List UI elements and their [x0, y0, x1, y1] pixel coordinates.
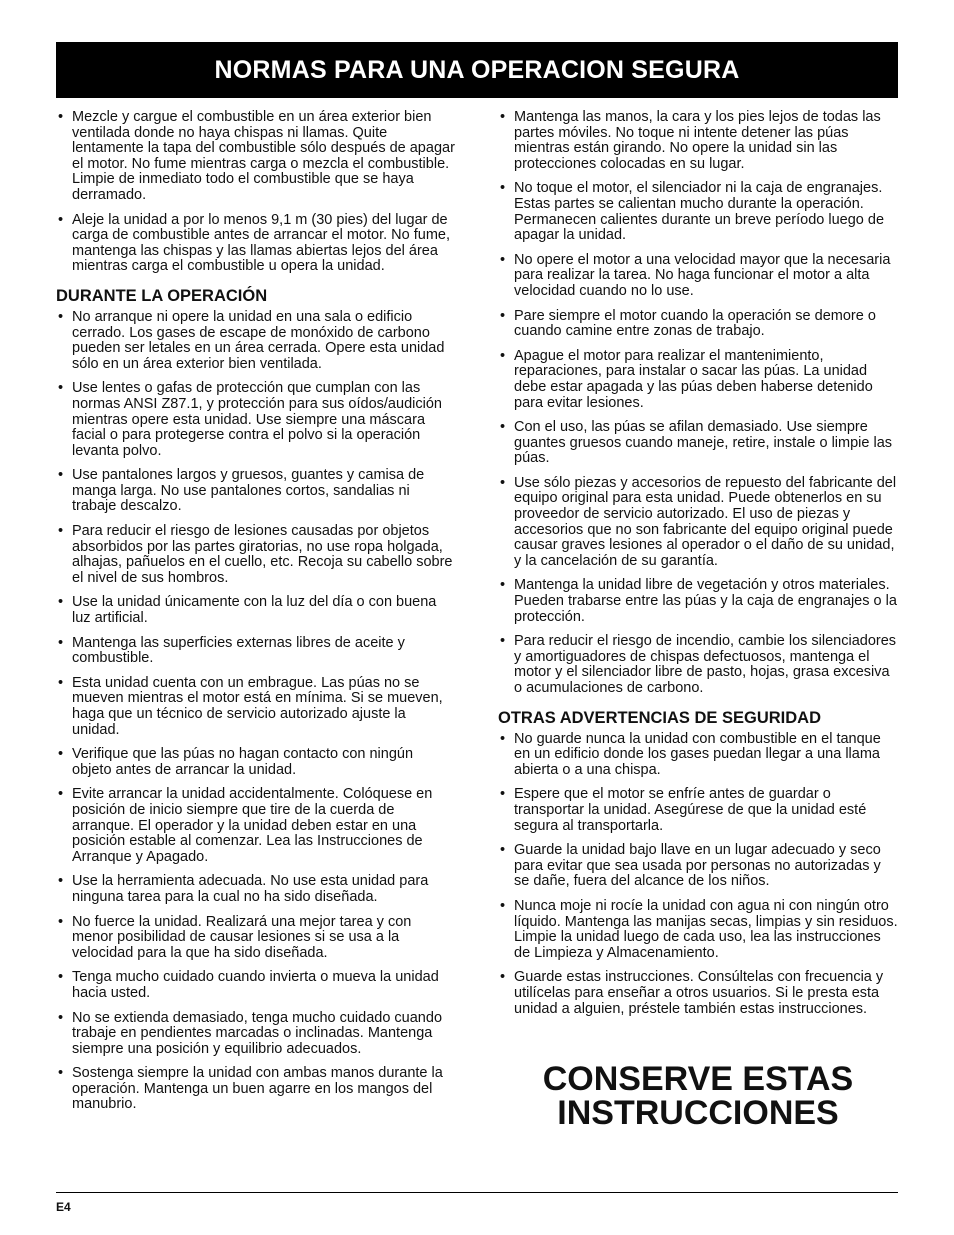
list-item [498, 970, 898, 1017]
list-item [56, 636, 456, 667]
right-column [498, 110, 898, 1026]
bullet: • [58, 674, 64, 691]
list-item [498, 420, 898, 467]
page-number: E4 [56, 1200, 71, 1214]
bullet: • [500, 109, 506, 125]
section-heading-durante: DURANTE LA OPERACIÓN [56, 286, 268, 305]
bullet: • [58, 467, 64, 484]
list-item-text: Esta unidad cuenta con un embrague. Las púas no se mueven mientras el motor está en mínima. Si se mueven, haga que un técnico de servicio autorizado ajuste la unidad. [72, 674, 443, 738]
list-item [56, 747, 456, 778]
list-item-text: Pare siempre el motor cuando la operación se demore o cuando camine entre zonas de trabajo. [514, 307, 876, 340]
list-item [56, 970, 456, 1001]
list-item-text: No arranque ni opere la unidad en una sala o edificio cerrado. Los gases de escape de monóxido de carbono pueden ser letales en un área cerrada. Opere esta unidad sólo en un área exterior bien ventilada. [72, 308, 445, 372]
operation-list-continued [498, 110, 898, 697]
bullet: • [58, 1065, 64, 1082]
list-item [498, 476, 898, 570]
bullet: • [58, 594, 64, 611]
list-item-text: Use la herramienta adecuada. No use esta unidad para ninguna tarea para la cual no ha sido diseñada. [72, 873, 429, 905]
list-item-text: Mantenga la unidad libre de vegetación y otros materiales. Pueden trabarse entre las púas y la caja de engranajes o la protección. [514, 577, 897, 625]
list-item-text: Espere que el motor se enfríe antes de guardar o transportar la unidad. Asegúrese de que la unidad esté segura al transportarla. [514, 786, 867, 834]
list-item-text: Evite arrancar la unidad accidentalmente. Colóquese en posición de inicio siempre que tire de la cuerda de arranque. El operador y la unidad deben estar en una posición estable al comenzar. Lea las Instrucciones de Arranque y Apagado. [72, 786, 433, 865]
list-item-text: Guarde estas instrucciones. Consúltelas con frecuencia y utilícelas para enseñar a otros usuarios. Si le presta esta unidad a alguien, préstele también estas instrucciones. [514, 969, 884, 1017]
list-item-text: Use lentes o gafas de protección que cumplan con las normas ANSI Z87.1, y protección para sus oídos/audición mientras opere esta unidad. Use siempre una máscara facial o para protegerse contra el polvo si la operación levanta polvo. [72, 380, 442, 459]
list-item [498, 899, 898, 961]
bullet: • [500, 251, 506, 268]
bullet: • [58, 913, 64, 930]
list-item [56, 676, 456, 738]
bullet: • [58, 109, 64, 125]
bullet: • [58, 873, 64, 890]
list-item-text: No fuerce la unidad. Realizará una mejor tarea y con menor posibilidad de causar lesiones si se usa a la velocidad para la que ha sido diseñada. [72, 913, 412, 961]
bullet: • [500, 969, 506, 986]
closing-heading-line2: INSTRUCCIONES [557, 1094, 839, 1132]
other-warnings-list [498, 732, 898, 1018]
list-item [56, 310, 456, 372]
bullet: • [500, 633, 506, 650]
list-item-text: Guarde la unidad bajo llave en un lugar adecuado y seco para evitar que sea usada por personas no autorizadas y se dañe, fuera del alcance de los niños. [514, 842, 881, 890]
list-item [56, 1011, 456, 1058]
bullet: • [500, 842, 506, 859]
bullet: • [58, 634, 64, 651]
section-heading-otras: OTRAS ADVERTENCIAS DE SEGURIDAD [498, 708, 821, 727]
footer-divider [56, 1192, 898, 1193]
list-item [498, 787, 898, 834]
bullet: • [500, 786, 506, 803]
list-item [56, 468, 456, 515]
bullet: • [500, 730, 506, 747]
list-item [56, 1066, 456, 1113]
bullet: • [58, 1009, 64, 1026]
list-item-text: Con el uso, las púas se afilan demasiado. Use siempre guantes gruesos cuando maneje, retire, instale o limpie las púas. [514, 419, 893, 467]
bullet: • [58, 786, 64, 803]
list-item [56, 874, 456, 905]
bullet: • [500, 347, 506, 364]
header-banner [56, 42, 898, 98]
bullet: • [500, 180, 506, 197]
operation-list [56, 310, 456, 1113]
list-item [498, 634, 898, 696]
list-item-text: Nunca moje ni rocíe la unidad con agua ni con ningún otro líquido. Mantenga las manijas secas, limpias y sin residuos. Limpie la unidad luego de cada uso, lea las instrucciones de Limpieza y Almacenamiento. [514, 897, 898, 961]
list-item-text: Use la unidad únicamente con la luz del día o con buena luz artificial. [72, 594, 437, 627]
closing-heading-line1: CONSERVE ESTAS [542, 1060, 854, 1098]
list-item [498, 732, 898, 779]
list-item-text: No guarde nunca la unidad con combustible en el tanque en un edificio donde los gases puedan llegar a una llama abierta o a una chispa. [514, 730, 881, 778]
list-item [498, 110, 898, 172]
bullet: • [500, 577, 506, 594]
list-item-text: Para reducir el riesgo de incendio, cambie los silenciadores y amortiguadores de chispas defectuosos, mantenga el motor y el silenciador libre de pasto, hojas, grasa excesiva o acumulaciones de carbono. [514, 633, 897, 696]
list-item-text: Tenga mucho cuidado cuando invierta o mueva la unidad hacia usted. [72, 969, 439, 1001]
list-item [56, 381, 456, 459]
list-item [56, 110, 456, 204]
bullet: • [58, 746, 64, 763]
closing-heading [498, 1062, 898, 1130]
list-item [498, 253, 898, 300]
list-item-text: Sostenga siempre la unidad con ambas manos durante la operación. Mantenga un buen agarre en los mangos del manubrio. [72, 1065, 443, 1113]
list-item-text: Mantenga las manos, la cara y los pies lejos de todas las partes móviles. No toque ni intente detener las púas mientras están girando. No opere la unidad sin las protecciones colocadas en su lugar. [514, 109, 881, 172]
list-item-text: Verifique que las púas no hagan contacto con ningún objeto antes de arrancar la unidad. [72, 746, 414, 778]
bullet: • [500, 897, 506, 914]
left-column [56, 110, 456, 1122]
list-item [498, 181, 898, 243]
bullet: • [500, 419, 506, 436]
bullet: • [500, 474, 506, 491]
list-item [56, 524, 456, 586]
list-item-text: Apague el motor para realizar el mantenimiento, reparaciones, para instalar o sacar las púas. La unidad debe estar apagada y las púas deben haberse detenido para evitar lesiones. [514, 347, 873, 411]
list-item [498, 349, 898, 411]
bullet: • [58, 308, 64, 325]
list-item [56, 915, 456, 962]
list-item [56, 213, 456, 275]
list-item-text: Use pantalones largos y gruesos, guantes y camisa de manga larga. No use pantalones cortos, sandalias ni trabaje descalzo. [72, 467, 425, 515]
list-item-text: No se extienda demasiado, tenga mucho cuidado cuando trabaje en pendientes marcadas o inclinadas. Mantenga siempre una posición y equilibrio adecuados. [72, 1009, 443, 1057]
list-item [498, 309, 898, 340]
list-item-text: No toque el motor, el silenciador ni la caja de engranajes. Estas partes se calientan mucho durante la operación. Permanecen calientes durante un breve período luego de apagar la unidad. [514, 180, 885, 244]
list-item-text: Mantenga las superficies externas libres de aceite y combustible. [72, 634, 405, 667]
page-title: NORMAS PARA UNA OPERACION SEGURA [214, 55, 740, 84]
bullet: • [58, 969, 64, 986]
list-item-text: Mezcle y cargue el combustible en un área exterior bien ventilada donde no haya chispas ni llamas. Quite lentamente la tapa del combustible sólo después de apagar el motor. No fume mientras carga o mezcla el combustible. Limpie de inmediato todo el combustible que se haya derramado. [72, 109, 455, 203]
bullet: • [58, 523, 64, 540]
bullet: • [500, 307, 506, 324]
bullet: • [58, 380, 64, 397]
list-item-text: Use sólo piezas y accesorios de repuesto del fabricante del equipo original para esta unidad. Puede obtenerlos en su proveedor de servicio autorizado. El uso de piezas y accesorios que no son fabricante del equipo original puede causar graves lesiones al operador o el daño de su unidad, y la cancelación de su garantía. [514, 474, 897, 569]
list-item [56, 787, 456, 865]
list-item [498, 578, 898, 625]
intro-list [56, 110, 456, 275]
list-item-text: No opere el motor a una velocidad mayor que la necesaria para realizar la tarea. No haga funcionar el motor a alta velocidad cuando no lo use. [514, 251, 891, 299]
list-item-text: Para reducir el riesgo de lesiones causadas por objetos absorbidos por las partes giratorias, no use ropa holgada, alhajas, pañuelos en el cuello, etc. Recoja su cabello sobre el nivel de sus hombros. [72, 523, 453, 586]
list-item [498, 843, 898, 890]
list-item [56, 595, 456, 626]
bullet: • [58, 211, 64, 228]
list-item-text: Aleje la unidad a por lo menos 9,1 m (30 pies) del lugar de carga de combustible antes de arrancar el motor. No fume, mantenga las chispas y las llamas abiertas lejos del área mientras carga el combustible u opera la unidad. [72, 211, 450, 275]
